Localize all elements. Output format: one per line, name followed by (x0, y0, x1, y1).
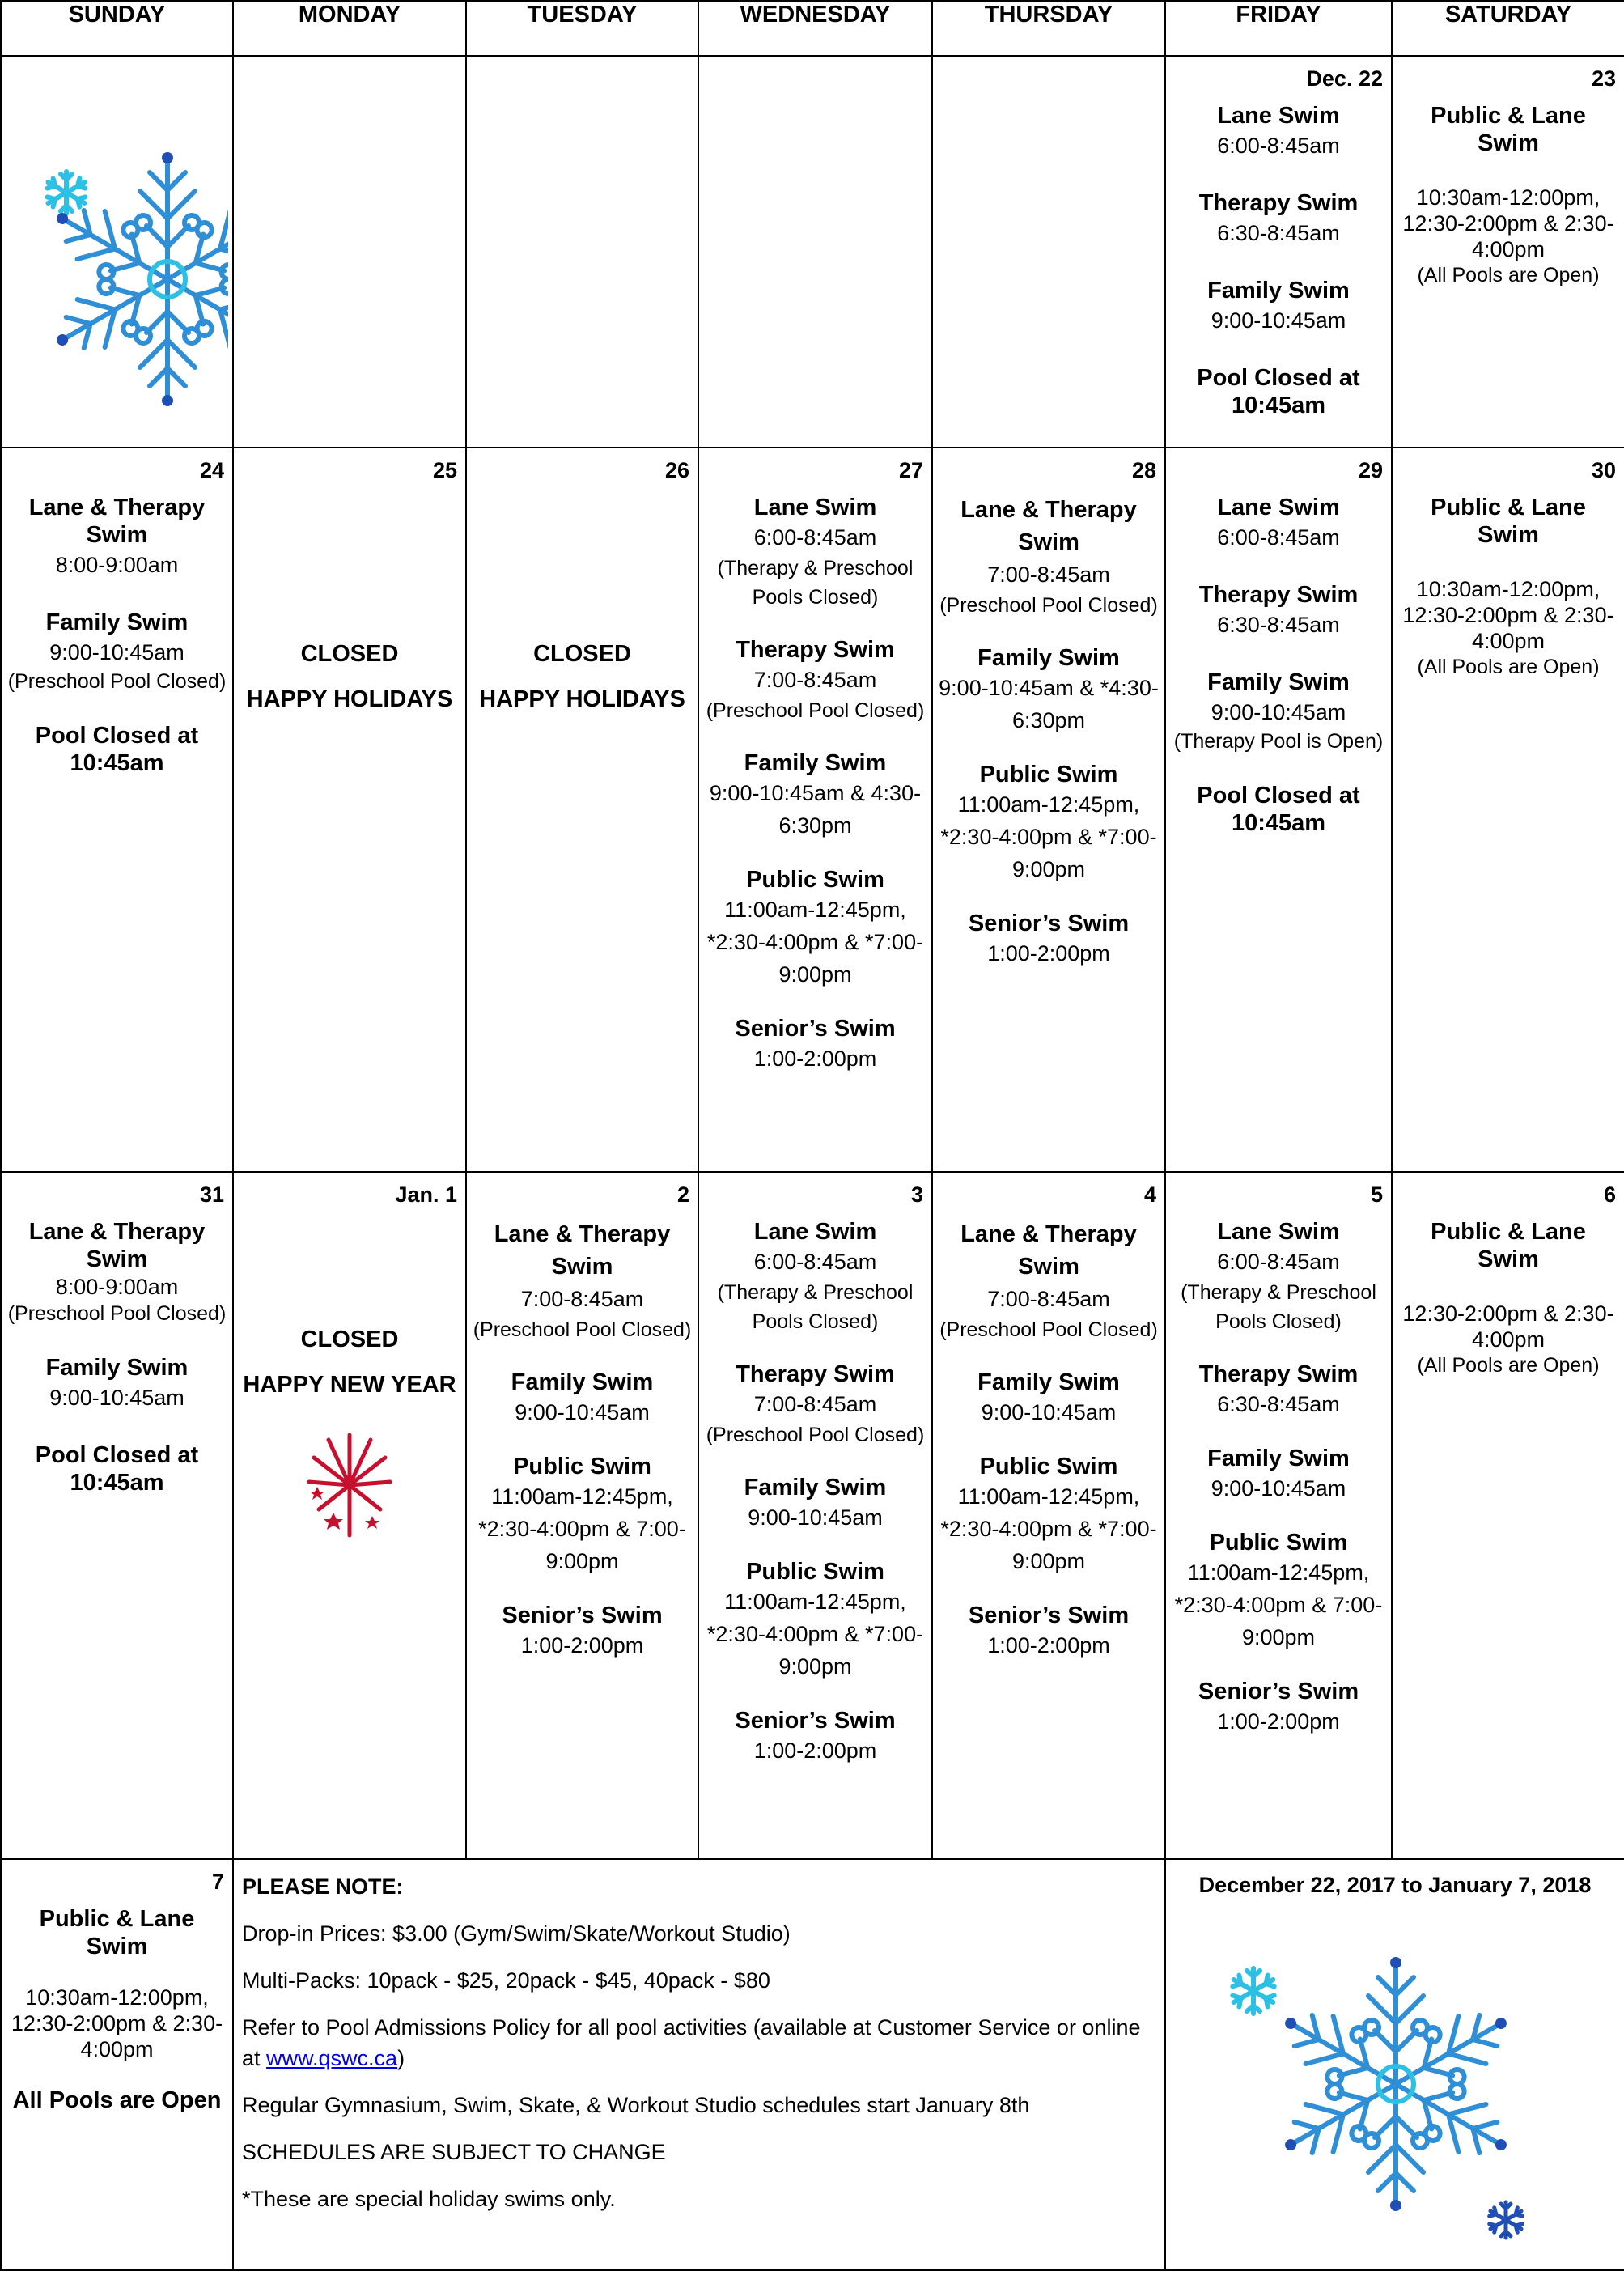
week-row-2 (1, 448, 1624, 1172)
notes (234, 1860, 1164, 2214)
entry-therapy-swim: Therapy Swim 7:00-8:45am (Preschool Pool Closed) (706, 637, 925, 722)
day-number: 28 (1131, 458, 1156, 482)
entry-note: (All Pools are Open) (1417, 1354, 1600, 1377)
entry-public-swim: Public Swim 11:00am-12:45pm, *2:30-4:00pm & 7:00-9:00pm (1174, 1530, 1383, 1649)
day-number: 5 (1370, 1182, 1383, 1207)
entry-public-swim: Public Swim 11:00am-12:45pm, *2:30-4:00pm & *7:00-9:00pm (940, 1454, 1157, 1573)
entry-therapy-swim: Therapy Swim 6:30-8:45am (1198, 190, 1359, 245)
entries (1393, 1210, 1624, 1378)
notes-cell (233, 1859, 1165, 2270)
cell-dec-25 (233, 448, 466, 1172)
cell-jan-3 (698, 1172, 932, 1859)
day-header-monday: MONDAY (233, 1, 466, 56)
entry-title: Public & Lane Swim (39, 1906, 195, 1959)
holiday-message: HAPPY NEW YEAR (243, 1372, 456, 1398)
entries (1166, 94, 1391, 419)
snowflake-icon (1166, 1898, 1624, 2246)
cell-empty-wednesday (698, 56, 932, 448)
entry-lane-therapy: Lane & Therapy Swim 8:00-9:00am (28, 495, 206, 577)
cell-jan-6 (1392, 1172, 1624, 1859)
day-header-saturday: SATURDAY (1392, 1, 1624, 56)
cell-dec-24 (1, 448, 233, 1172)
day-number: 3 (910, 1182, 923, 1207)
entry-note: (All Pools are Open) (1417, 656, 1600, 678)
week-row-3 (1, 1172, 1624, 1859)
entry-therapy-swim: Therapy Swim 6:30-8:45am (1198, 1361, 1359, 1416)
entry-public-swim: Public Swim 11:00am-12:45pm, *2:30-4:00pm & 7:00-9:00pm (478, 1454, 686, 1573)
entry-title: Public & Lane Swim (1431, 103, 1586, 156)
day-number: 26 (664, 458, 689, 482)
cell-jan-5 (1165, 1172, 1392, 1859)
entry-family-swim: Family Swim 9:00-10:45am & 4:30-6:30pm (709, 750, 922, 838)
day-number: 4 (1143, 1182, 1156, 1207)
note-multipacks: Multi-Packs: 10pack - $25, 20pack - $45, 40pack - $80 (242, 1968, 770, 1993)
cell-empty-tuesday (466, 56, 698, 448)
entry-note: All Pools are Open (12, 2087, 222, 2113)
entries (467, 1210, 698, 1662)
entry-lane-swim: Lane Swim 6:00-8:45am (Therapy & Preschool Pools Closed) (717, 495, 914, 609)
day-number: 30 (1591, 458, 1616, 482)
note-regular-schedules: Regular Gymnasium, Swim, Skate, & Workout Studio schedules start January 8th (242, 2093, 1030, 2117)
cell-empty-sunday (1, 56, 233, 448)
day-header-friday: FRIDAY (1165, 1, 1392, 56)
holiday-message: HAPPY HOLIDAYS (246, 686, 453, 712)
entry-lane-swim: Lane Swim 6:00-8:45am (Therapy & Preschool Pools Closed) (717, 1219, 914, 1333)
entry-therapy-swim: Therapy Swim 7:00-8:45am (Preschool Pool Closed) (706, 1361, 925, 1446)
cell-jan-1 (233, 1172, 466, 1859)
entry-seniors-swim: Senior’s Swim 1:00-2:00pm (1198, 1679, 1359, 1734)
entry-family-swim: Family Swim 9:00-10:45am (Therapy Pool is Open) (1173, 669, 1384, 753)
entry-times: 12:30-2:00pm & 2:30-4:00pm (1402, 1301, 1614, 1352)
entries (699, 486, 931, 1075)
entries (2, 1897, 232, 2114)
cell-jan-4 (932, 1172, 1165, 1859)
entries (1393, 486, 1624, 680)
day-number: 29 (1358, 458, 1383, 482)
entry-lane-therapy: Lane & Therapy Swim 7:00-8:45am (Preschool Pool Closed) (939, 497, 1158, 617)
day-number: 7 (211, 1870, 224, 1894)
note-subject-to-change: SCHEDULES ARE SUBJECT TO CHANGE (242, 2140, 666, 2164)
closed-label: CLOSED (533, 641, 631, 667)
entry-pool-closed: Pool Closed at 10:45am (35, 1442, 199, 1496)
cell-dec-22 (1165, 56, 1392, 448)
firework-icon (301, 1428, 398, 1542)
entry-family-swim: Family Swim 9:00-10:45am (45, 1355, 189, 1410)
entry-pool-closed: Pool Closed at 10:45am (35, 723, 199, 776)
cell-dec-27 (698, 448, 932, 1172)
small-snowflake (45, 172, 87, 214)
entry-title: Public & Lane Swim (1431, 495, 1586, 548)
entry-lane-therapy: Lane & Therapy Swim 7:00-8:45am (Preschool Pool Closed) (473, 1221, 692, 1341)
day-header-tuesday: TUESDAY (466, 1, 698, 56)
cell-dec-26 (466, 448, 698, 1172)
entry-pool-closed: Pool Closed at 10:45am (1197, 783, 1360, 836)
day-number: 6 (1603, 1182, 1616, 1207)
entry-seniors-swim: Senior’s Swim 1:00-2:00pm (735, 1016, 896, 1071)
entries (699, 1210, 931, 1767)
day-number: 31 (199, 1182, 224, 1207)
week-row-4 (1, 1859, 1624, 2270)
note-policy-end: ) (397, 2046, 405, 2070)
day-number: Dec. 22 (1306, 66, 1383, 91)
cell-dec-28 (932, 448, 1165, 1172)
day-number: Jan. 1 (395, 1182, 457, 1207)
entry-therapy-swim: Therapy Swim 6:30-8:45am (1198, 582, 1359, 637)
cell-empty-thursday (932, 56, 1165, 448)
closed-label: CLOSED (300, 641, 399, 667)
entries (2, 1210, 232, 1496)
entry-public-swim: Public Swim 11:00am-12:45pm, *2:30-4:00pm & *7:00-9:00pm (940, 762, 1157, 881)
entry-family-swim: Family Swim 9:00-10:45am (Preschool Pool Closed) (7, 609, 227, 693)
week-row-1 (1, 56, 1624, 448)
range-cell (1165, 1859, 1624, 2270)
snowflake-icon (2, 73, 228, 413)
entry-times: 10:30am-12:00pm, 12:30-2:00pm & 2:30-4:00pm (1402, 577, 1614, 653)
entry-seniors-swim: Senior’s Swim 1:00-2:00pm (968, 1602, 1130, 1658)
cell-dec-30 (1392, 448, 1624, 1172)
entry-times: 10:30am-12:00pm, 12:30-2:00pm & 2:30-4:00pm (11, 1985, 223, 2061)
entry-seniors-swim: Senior’s Swim 1:00-2:00pm (968, 911, 1130, 966)
date-range: December 22, 2017 to January 7, 2018 (1198, 1873, 1592, 1897)
note-dropin: Drop-in Prices: $3.00 (Gym/Swim/Skate/Workout Studio) (242, 1921, 791, 1946)
entry-lane-therapy: Lane & Therapy Swim 8:00-9:00am (Preschool Pool Closed) (7, 1219, 227, 1325)
note-special-swims: *These are special holiday swims only. (242, 2187, 616, 2211)
day-number: 24 (199, 458, 224, 482)
day-header-wednesday: WEDNESDAY (698, 1, 932, 56)
day-number: 27 (898, 458, 923, 482)
entry-title: Public & Lane Swim (1431, 1219, 1586, 1272)
entry-family-swim: Family Swim 9:00-10:45am (744, 1475, 887, 1530)
entries (1166, 1210, 1391, 1738)
day-number: 2 (676, 1182, 689, 1207)
entry-times: 10:30am-12:00pm, 12:30-2:00pm & 2:30-4:00pm (1402, 185, 1614, 261)
entry-family-swim: Family Swim 9:00-10:45am (511, 1369, 654, 1424)
entry-pool-closed: Pool Closed at 10:45am (1197, 365, 1360, 418)
note-policy-text: Refer to Pool Admissions Policy for all pool activities (available at Customer Service or online at (242, 2015, 1141, 2070)
entry-seniors-swim: Senior’s Swim 1:00-2:00pm (502, 1602, 663, 1658)
entry-family-swim: Family Swim 9:00-10:45am (1207, 1445, 1350, 1501)
entry-lane-swim: Lane Swim 6:00-8:45am (1217, 495, 1340, 550)
cell-dec-31 (1, 1172, 233, 1859)
notes-heading: PLEASE NOTE: (242, 1874, 404, 1899)
entries (1393, 94, 1624, 288)
cell-dec-23 (1392, 56, 1624, 448)
holiday-message: HAPPY HOLIDAYS (479, 686, 685, 712)
entry-note: (All Pools are Open) (1417, 264, 1600, 287)
note-policy (242, 2012, 1156, 2074)
cell-dec-29 (1165, 448, 1392, 1172)
cell-jan-7 (1, 1859, 233, 2270)
closed-label: CLOSED (300, 1327, 399, 1352)
entries (933, 1210, 1164, 1662)
entry-seniors-swim: Senior’s Swim 1:00-2:00pm (735, 1708, 896, 1763)
cell-empty-monday (233, 56, 466, 448)
entry-family-swim: Family Swim 9:00-10:45am (1207, 278, 1350, 333)
entry-lane-swim: Lane Swim 6:00-8:45am (Therapy & Preschool Pools Closed) (1181, 1219, 1376, 1333)
entry-public-swim: Public Swim 11:00am-12:45pm, *2:30-4:00pm & *7:00-9:00pm (706, 867, 924, 987)
day-header-thursday: THURSDAY (932, 1, 1165, 56)
entry-family-swim: Family Swim 9:00-10:45am & *4:30-6:30pm (939, 645, 1159, 732)
entry-family-swim: Family Swim 9:00-10:45am (977, 1369, 1120, 1424)
entry-public-swim: Public Swim 11:00am-12:45pm, *2:30-4:00pm & *7:00-9:00pm (706, 1559, 924, 1679)
day-number: 23 (1591, 66, 1616, 91)
entry-lane-swim: Lane Swim 6:00-8:45am (1217, 103, 1340, 158)
day-header-sunday: SUNDAY (1, 1, 233, 56)
entries (933, 486, 1164, 970)
entry-lane-therapy: Lane & Therapy Swim 7:00-8:45am (Preschool Pool Closed) (939, 1221, 1158, 1341)
cell-jan-2 (466, 1172, 698, 1859)
day-header-row (1, 1, 1624, 56)
website-link[interactable]: www.qswc.ca (266, 2046, 398, 2070)
entries (1166, 486, 1391, 837)
entries (2, 486, 232, 777)
day-number: 25 (432, 458, 457, 482)
